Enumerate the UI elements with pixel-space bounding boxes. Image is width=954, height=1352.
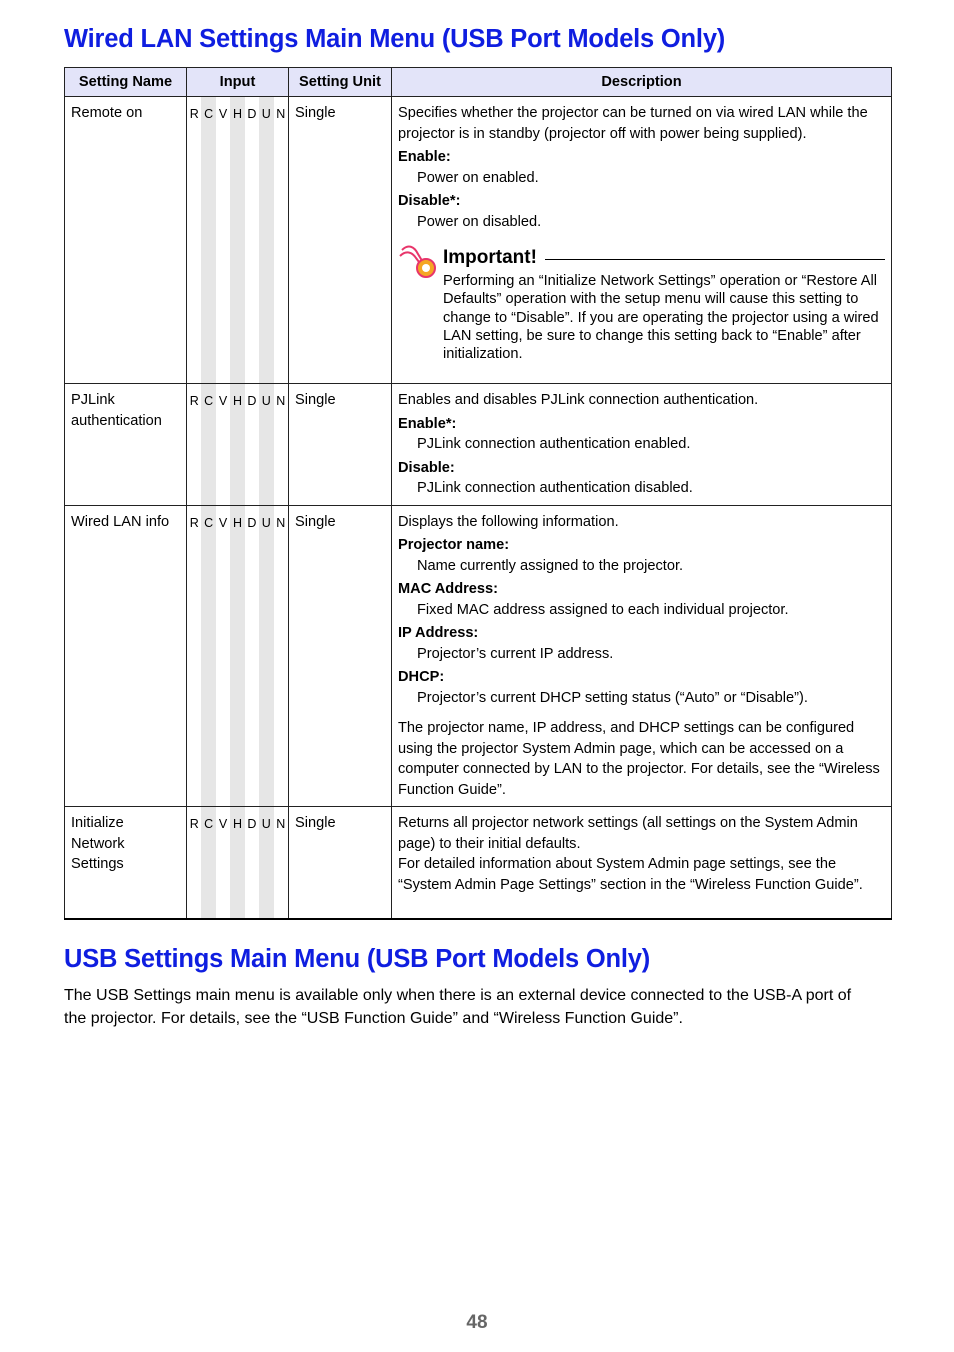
input-letter: R bbox=[189, 107, 199, 121]
option-label: MAC Address: bbox=[398, 581, 499, 597]
table-row bbox=[65, 505, 892, 807]
input-letter: C bbox=[204, 107, 214, 121]
option-label: Enable*: bbox=[398, 415, 457, 432]
input-cell bbox=[187, 505, 289, 807]
description-intro: Enables and disables PJLink connection authentication. bbox=[398, 392, 759, 408]
input-letter: H bbox=[232, 515, 242, 530]
input-cell bbox=[187, 384, 289, 506]
important-title: Important! bbox=[443, 246, 537, 268]
option-label: DHCP: bbox=[398, 669, 445, 685]
option-text: PJLink connection authentication disabled. bbox=[417, 480, 693, 496]
setting-description bbox=[392, 97, 892, 384]
settings-table bbox=[64, 67, 892, 920]
input-letter: N bbox=[276, 515, 286, 530]
input-letter: U bbox=[261, 394, 271, 408]
setting-unit: Single bbox=[289, 807, 392, 919]
section-title-usb: USB Settings Main Menu (USB Port Models Only) bbox=[64, 945, 651, 973]
setting-unit: Single bbox=[289, 505, 392, 807]
input-letter: H bbox=[232, 394, 242, 408]
input-letter: V bbox=[218, 394, 228, 408]
setting-unit: Single bbox=[289, 384, 392, 506]
header-setting-name: Setting Name bbox=[65, 68, 187, 97]
important-note bbox=[398, 246, 885, 363]
input-letter: R bbox=[189, 394, 199, 408]
important-text: Performing an “Initialize Network Settings” operation or “Restore All Defaults” operation with the setup menu will cause this setting to change to “Disable”. If you are operating the projector using a wired LAN setting, be sure to change this setting back to “Enable” after initialization. bbox=[443, 273, 879, 363]
input-letter: D bbox=[247, 394, 257, 408]
input-letter: U bbox=[261, 817, 271, 831]
setting-name: PJLink authentication bbox=[65, 384, 187, 506]
setting-description bbox=[392, 384, 892, 506]
input-letters bbox=[187, 506, 288, 534]
input-letter: V bbox=[218, 107, 228, 121]
option-label: Projector name: bbox=[398, 537, 510, 553]
input-letter: C bbox=[204, 394, 214, 408]
input-letter: U bbox=[261, 107, 271, 121]
option-label: Enable: bbox=[398, 149, 451, 165]
option-label: Disable: bbox=[398, 459, 455, 476]
setting-name: Wired LAN info bbox=[65, 505, 187, 807]
usb-paragraph: The USB Settings main menu is available only when there is an external device connected to the USB-A port of the projector. For details, see the “USB Function Guide” and “Wireless Function Guide”. bbox=[64, 987, 852, 1027]
option-text: Projector’s current IP address. bbox=[417, 645, 614, 662]
input-letter: D bbox=[247, 817, 257, 831]
important-pin-icon bbox=[398, 240, 442, 284]
setting-description bbox=[392, 807, 892, 919]
description-note: For detailed information about System Admin page settings, see the “System Admin Page Settings” section in the “Wireless Function Guide”. bbox=[398, 856, 863, 893]
setting-name: Remote on bbox=[65, 97, 187, 384]
input-letter: V bbox=[218, 817, 228, 831]
input-letter: D bbox=[247, 515, 257, 530]
description-intro: Returns all projector network settings (all settings on the System Admin page) to their initial defaults. bbox=[398, 815, 858, 852]
header-input: Input bbox=[187, 68, 289, 97]
setting-unit: Single bbox=[289, 97, 392, 384]
option-text: Projector’s current DHCP setting status (“Auto” or “Disable”). bbox=[417, 689, 808, 706]
description-note: The projector name, IP address, and DHCP settings can be configured using the projector System Admin page, which can be accessed on a computer connected by LAN to the projector. For details, see the “Wireless Function Guide”. bbox=[398, 720, 880, 798]
input-letter: D bbox=[247, 107, 257, 121]
option-text: Power on enabled. bbox=[417, 169, 539, 186]
input-letter: V bbox=[218, 515, 228, 530]
input-letter: N bbox=[276, 107, 286, 121]
table-row bbox=[65, 97, 892, 384]
description-intro: Displays the following information. bbox=[398, 513, 619, 530]
header-setting-unit: Setting Unit bbox=[289, 68, 392, 97]
header-description: Description bbox=[392, 68, 892, 97]
option-text: Fixed MAC address assigned to each individual projector. bbox=[417, 601, 789, 618]
input-letter: R bbox=[189, 817, 199, 831]
input-cell bbox=[187, 97, 289, 384]
setting-description bbox=[392, 505, 892, 807]
input-letters bbox=[187, 384, 288, 412]
setting-name: Initialize Network Settings bbox=[65, 807, 187, 919]
table-row bbox=[65, 384, 892, 506]
input-letter: N bbox=[276, 817, 286, 831]
option-text: Power on disabled. bbox=[417, 213, 542, 230]
input-letter: C bbox=[204, 515, 214, 530]
option-label: Disable*: bbox=[398, 193, 461, 209]
section-title-wired-lan: Wired LAN Settings Main Menu (USB Port Models Only) bbox=[64, 25, 726, 53]
description-intro: Specifies whether the projector can be turned on via wired LAN while the projector is in standby (projector off with power being supplied). bbox=[398, 105, 868, 142]
option-label: IP Address: bbox=[398, 625, 479, 641]
input-letter: H bbox=[232, 107, 242, 121]
table-row bbox=[65, 807, 892, 919]
input-letter: C bbox=[204, 817, 214, 831]
option-text: PJLink connection authentication enabled. bbox=[417, 436, 691, 452]
input-letters bbox=[187, 97, 288, 125]
input-letter: N bbox=[276, 394, 286, 408]
page-number: 48 bbox=[466, 1312, 488, 1333]
table-header-row bbox=[65, 68, 892, 97]
input-letters bbox=[187, 807, 288, 835]
input-letter: U bbox=[261, 515, 271, 530]
input-letter: H bbox=[232, 817, 242, 831]
input-cell bbox=[187, 807, 289, 919]
input-letter: R bbox=[189, 515, 199, 530]
option-text: Name currently assigned to the projector. bbox=[417, 557, 684, 574]
